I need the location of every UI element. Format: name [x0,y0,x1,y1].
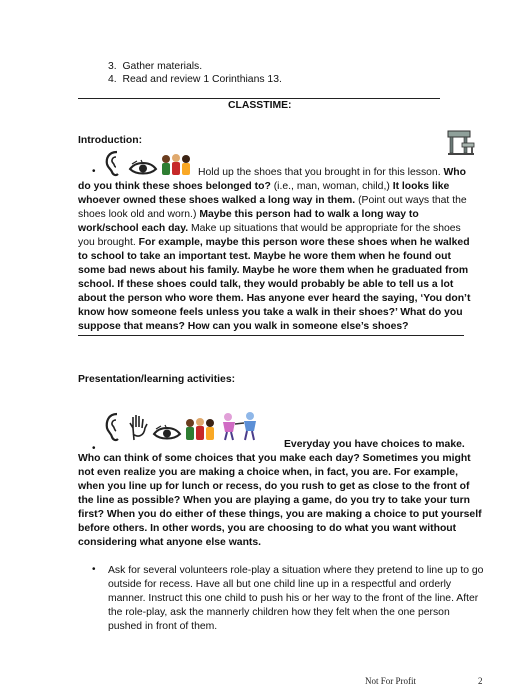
prep-item-4: 4. Read and review 1 Corinthians 13. [108,74,282,85]
presentation-bullet-2: Ask for several volunteers role-play a situation where they pretend to line up to go outside for recess. Have all but one child line up in a respectful and orderly manner. Instruct this one child to push his or her way to the front of the line. After the role-play, ask the mannerly children how they felt when the one person pushed in front of them. [108,565,484,632]
footer-note: Not For Profit [365,676,417,686]
desk-chair-icon [444,128,478,158]
section-divider [78,335,464,336]
prep-item-3: 3. Gather materials. [108,61,203,72]
presentation-bullet-1: Everyday you have choices to make. Who can think of some choices that you make each day? Sometimes you might not even realize you are making a choice when, in fact, you are. For example, when you line up for lunch or recess, do you rush to get as close to the front of the line as possible? When you are playing a game, do you try to take your turn first? When you do either of these things, you are making a choice to put yourself before others. In other words, you are choosing to do what you want without considering what anyone else wants. [78,439,482,548]
intro-paragraph: Hold up the shoes that you brought in for this lesson. Who do you think these shoes belonged to? (i.e., man, woman, child,) It looks like whoever owned these shoes walked a long way in them. (Point out ways that the shoes look old and worn.) Maybe this person had to walk a long way to work/school each day. Make up situations that would be appropriate for the shoes you brought. For example, maybe this person wore these shoes when he walked to school to take an important test. Maybe he wore them when he found out some bad news about his family. Maybe he wore them when he graduated from school. If these shoes could talk, they would probably be able to tell us a lot about the person who wore them. Has anyone ever heard the saying, ‘You don’t know how someone feels unless you take a walk in their shoes?’ What do you suppose that means? How can you walk in someone else’s shoes? [78,167,471,332]
section-divider [78,98,440,99]
introduction-heading: Introduction: [78,135,143,146]
page-number: 2 [478,676,483,686]
classtime-heading: CLASSTIME: [228,100,292,111]
bullet-dot: • [92,443,96,454]
bullet-dot: • [92,166,96,177]
presentation-heading: Presentation/learning activities: [78,374,236,385]
bullet-dot: • [92,564,96,575]
